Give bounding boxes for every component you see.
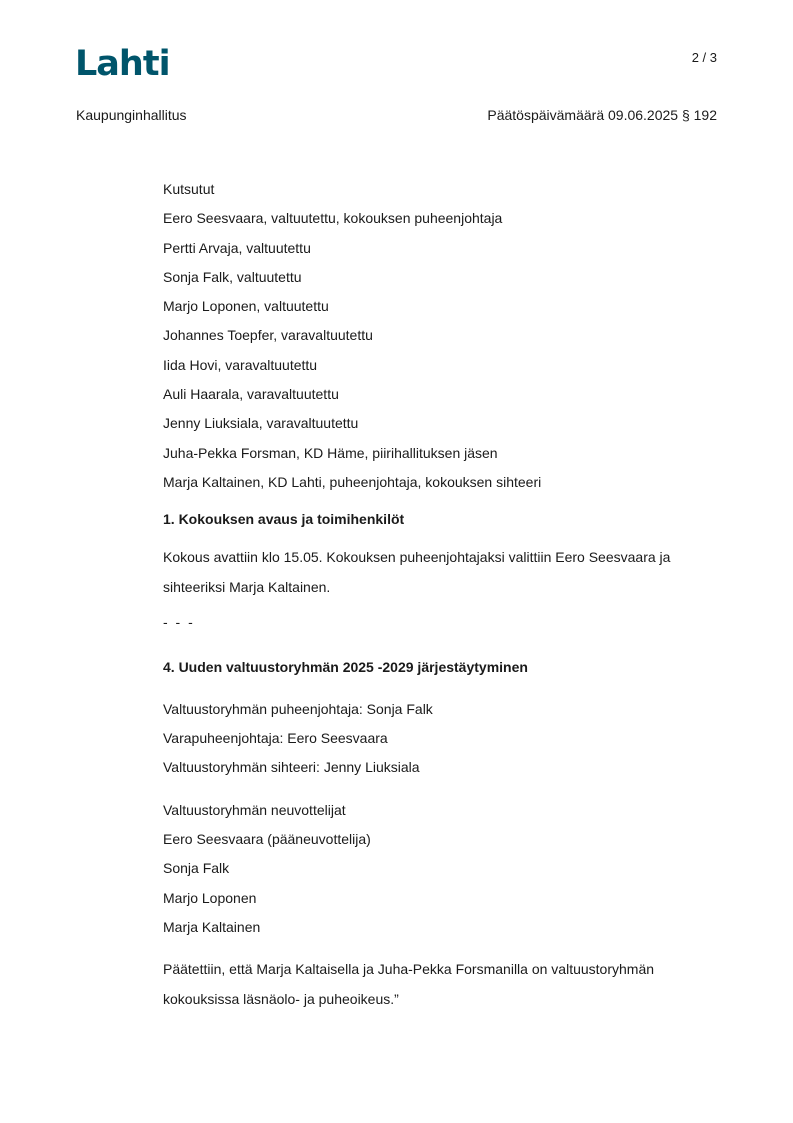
lahti-logo: Lahti [75,44,170,84]
negotiator: Marja Kaltainen [163,918,261,935]
section-1-body-line: Kokous avattiin klo 15.05. Kokouksen puheenjohtajaksi valittiin Eero Seesvaara ja [163,549,671,566]
invited-title: Kutsutut [163,181,215,197]
decision-line: Päätettiin, että Marja Kaltaisella ja Juha-Pekka Forsmanilla on valtuustoryhmän [163,961,655,978]
invited-member: Pertti Arvaja, valtuutettu [163,239,311,256]
document-body [163,180,723,1019]
negotiator: Marjo Loponen [163,889,257,906]
negotiator: Sonja Falk [163,860,230,877]
invited-member: Sonja Falk, valtuutettu [163,268,302,285]
invited-member: Juha-Pekka Forsman, KD Häme, piirihallituksen jäsen [163,444,498,461]
negotiators-title: Valtuustoryhmän neuvottelijat [163,801,346,818]
section-1-body-line: sihteeriksi Marja Kaltainen. [163,578,331,595]
decision-date-and-section: Päätöspäivämäärä 09.06.2025 § 192 [487,107,717,123]
invited-member: Jenny Liuksiala, varavaltuutettu [163,415,359,432]
negotiator: Eero Seesvaara (pääneuvottelija) [163,831,371,848]
role-line: Valtuustoryhmän puheenjohtaja: Sonja Falk [163,700,433,717]
decision-line: kokouksissa läsnäolo- ja puheoikeus.” [163,990,399,1007]
section-separator: - - - [163,613,195,630]
section-1-heading: 1. Kokouksen avaus ja toimihenkilöt [163,511,405,528]
section-4-heading: 4. Uuden valtuustoryhmän 2025 -2029 järjestäytyminen [163,658,528,675]
invited-member: Eero Seesvaara, valtuutettu, kokouksen puheenjohtaja [163,210,503,227]
invited-member: Marja Kaltainen, KD Lahti, puheenjohtaja, kokouksen sihteeri [163,473,542,490]
page-number: 2 / 3 [691,50,717,65]
organization-name: Kaupunginhallitus [76,107,187,123]
invited-member: Marjo Loponen, valtuutettu [163,298,329,315]
invited-member: Johannes Toepfer, varavaltuutettu [163,327,373,344]
role-line: Varapuheenjohtaja: Eero Seesvaara [163,730,388,747]
role-line: Valtuustoryhmän sihteeri: Jenny Liuksiala [163,759,420,776]
invited-member: Iida Hovi, varavaltuutettu [163,356,318,373]
invited-member: Auli Haarala, varavaltuutettu [163,386,339,403]
